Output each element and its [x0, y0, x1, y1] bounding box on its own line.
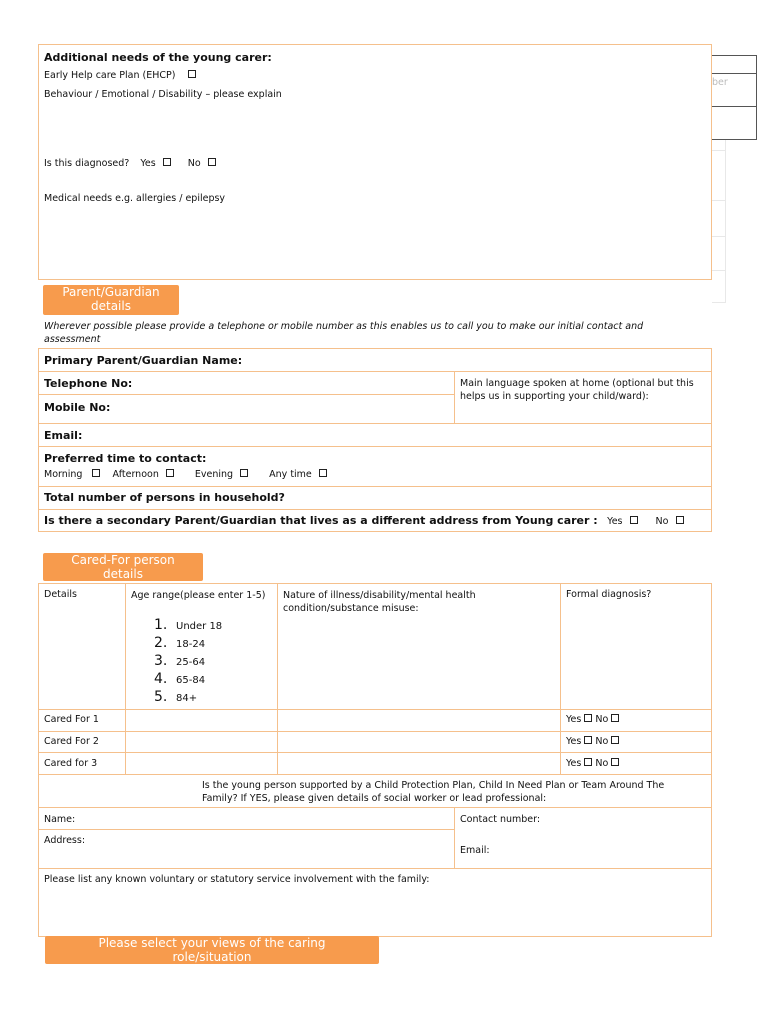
diagnosed-label: Is this diagnosed?	[44, 158, 130, 169]
diagnosis-yes-label: Yes	[566, 736, 582, 747]
diagnosis-yes-checkbox[interactable]	[584, 758, 592, 766]
parent-guardian-tab: Parent/Guardian details	[43, 285, 179, 315]
parent-table	[38, 348, 712, 532]
header-diagnosis: Formal diagnosis?	[566, 589, 652, 600]
background-table-divider	[712, 106, 757, 107]
ghost-line	[712, 302, 726, 303]
ehcp-row	[44, 70, 196, 81]
time-evening-checkbox[interactable]	[240, 469, 248, 477]
row-divider	[38, 774, 712, 775]
header-age-range: Age range(please enter 1-5)	[131, 590, 266, 601]
medical-label: Medical needs e.g. allergies / epilepsy	[44, 193, 226, 204]
services-label: Please list any known voluntary or statutory service involvement with the family:	[44, 874, 430, 885]
diagnosed-no-checkbox[interactable]	[208, 158, 216, 166]
behaviour-label: Behaviour / Emotional / Disability – please explain	[44, 89, 282, 100]
secondary-no-label: No	[655, 516, 669, 527]
diagnosis-options	[566, 736, 619, 747]
diagnosis-options	[566, 758, 619, 769]
secondary-no-checkbox[interactable]	[676, 516, 684, 524]
household-label: Total number of persons in household?	[44, 491, 285, 504]
worker-email-label: Email:	[460, 845, 490, 856]
ehcp-label: Early Help care Plan (EHCP)	[44, 70, 176, 81]
diagnosis-yes-checkbox[interactable]	[584, 714, 592, 722]
time-anytime-label: Any time	[269, 469, 312, 480]
time-anytime-checkbox[interactable]	[319, 469, 327, 477]
row-divider	[38, 509, 712, 510]
age-option: 4. 65-84	[154, 671, 206, 687]
header-nature: Nature of illness/disability/mental health condition/substance misuse:	[283, 590, 476, 614]
col-divider	[454, 371, 455, 423]
preferred-time-options	[44, 469, 327, 480]
row-divider	[38, 446, 712, 447]
diagnosis-no-label: No	[595, 736, 609, 747]
time-morning-checkbox[interactable]	[92, 469, 100, 477]
worker-contact-label: Contact number:	[460, 814, 541, 825]
row-divider	[38, 868, 712, 869]
age-option: 2. 18-24	[154, 635, 206, 651]
ghost-line	[712, 200, 726, 201]
cared-for-row-label: Cared for 3	[44, 758, 98, 769]
diagnosis-yes-checkbox[interactable]	[584, 736, 592, 744]
mobile-label: Mobile No:	[44, 401, 111, 414]
parent-note: Wherever possible please provide a telephone or mobile number as this enables us to call you to make our initial contact and assessment	[44, 321, 644, 345]
row-divider	[38, 394, 454, 395]
col-divider	[277, 583, 278, 774]
language-label: Main language spoken at home (optional but this helps us in supporting your child/ward):	[460, 378, 694, 402]
row-divider	[38, 423, 712, 424]
ghost-line	[712, 150, 726, 151]
diagnosed-yes-checkbox[interactable]	[163, 158, 171, 166]
col-divider	[125, 583, 126, 774]
secondary-label: Is there a secondary Parent/Guardian that lives as a different address from Young carer :	[44, 514, 598, 527]
row-divider	[38, 807, 712, 808]
row-divider	[38, 371, 712, 372]
cared-for-row-label: Cared For 2	[44, 736, 99, 747]
diagnosis-no-label: No	[595, 758, 609, 769]
diagnosis-yes-label: Yes	[566, 714, 582, 725]
diagnosed-no-label: No	[187, 158, 201, 169]
diagnosis-options	[566, 714, 619, 725]
ghost-line	[712, 236, 726, 237]
age-option: 5. 84+	[154, 689, 198, 705]
ehcp-checkbox[interactable]	[188, 70, 196, 78]
worker-name-label: Name:	[44, 814, 76, 825]
diagnosed-yes-label: Yes	[140, 158, 156, 169]
additional-needs-title: Additional needs of the young carer:	[44, 51, 272, 64]
diagnosis-no-checkbox[interactable]	[611, 736, 619, 744]
age-range-list	[154, 616, 222, 706]
time-afternoon-label: Afternoon	[112, 469, 159, 480]
diagnosis-no-checkbox[interactable]	[611, 714, 619, 722]
background-table-fragment	[712, 55, 757, 140]
row-divider	[38, 731, 712, 732]
col-divider	[454, 807, 455, 868]
secondary-yes-checkbox[interactable]	[630, 516, 638, 524]
time-afternoon-checkbox[interactable]	[166, 469, 174, 477]
diagnosed-row	[44, 158, 216, 169]
row-divider	[38, 486, 712, 487]
background-table-divider	[712, 73, 757, 74]
primary-name-label: Primary Parent/Guardian Name:	[44, 354, 243, 367]
cared-for-tab: Cared-For person details	[43, 553, 203, 581]
diagnosis-yes-label: Yes	[566, 758, 582, 769]
secondary-row	[44, 514, 684, 527]
age-option: 1. Under 18	[154, 617, 223, 633]
protection-question: Is the young person supported by a Child Protection Plan, Child In Need Plan or Team Around The Family? If YES, please given details of social worker or lead professional:	[202, 780, 665, 804]
diagnosis-no-checkbox[interactable]	[611, 758, 619, 766]
time-morning-label: Morning	[44, 469, 83, 480]
row-divider	[38, 829, 454, 830]
background-fragment-text: ber	[712, 77, 728, 88]
row-divider	[38, 709, 712, 710]
row-divider	[38, 752, 712, 753]
secondary-yes-label: Yes	[607, 516, 623, 527]
diagnosis-no-label: No	[595, 714, 609, 725]
email-label: Email:	[44, 429, 83, 442]
telephone-label: Telephone No:	[44, 377, 133, 390]
col-divider	[560, 583, 561, 774]
header-details: Details	[44, 589, 77, 600]
cared-for-row-label: Cared For 1	[44, 714, 99, 725]
age-option: 3. 25-64	[154, 653, 206, 669]
worker-address-label: Address:	[44, 835, 86, 846]
time-evening-label: Evening	[194, 469, 234, 480]
ghost-line	[725, 140, 726, 302]
preferred-time-label: Preferred time to contact:	[44, 452, 207, 465]
ghost-line	[712, 270, 726, 271]
views-tab: Please select your views of the caring role/situation	[45, 936, 379, 964]
